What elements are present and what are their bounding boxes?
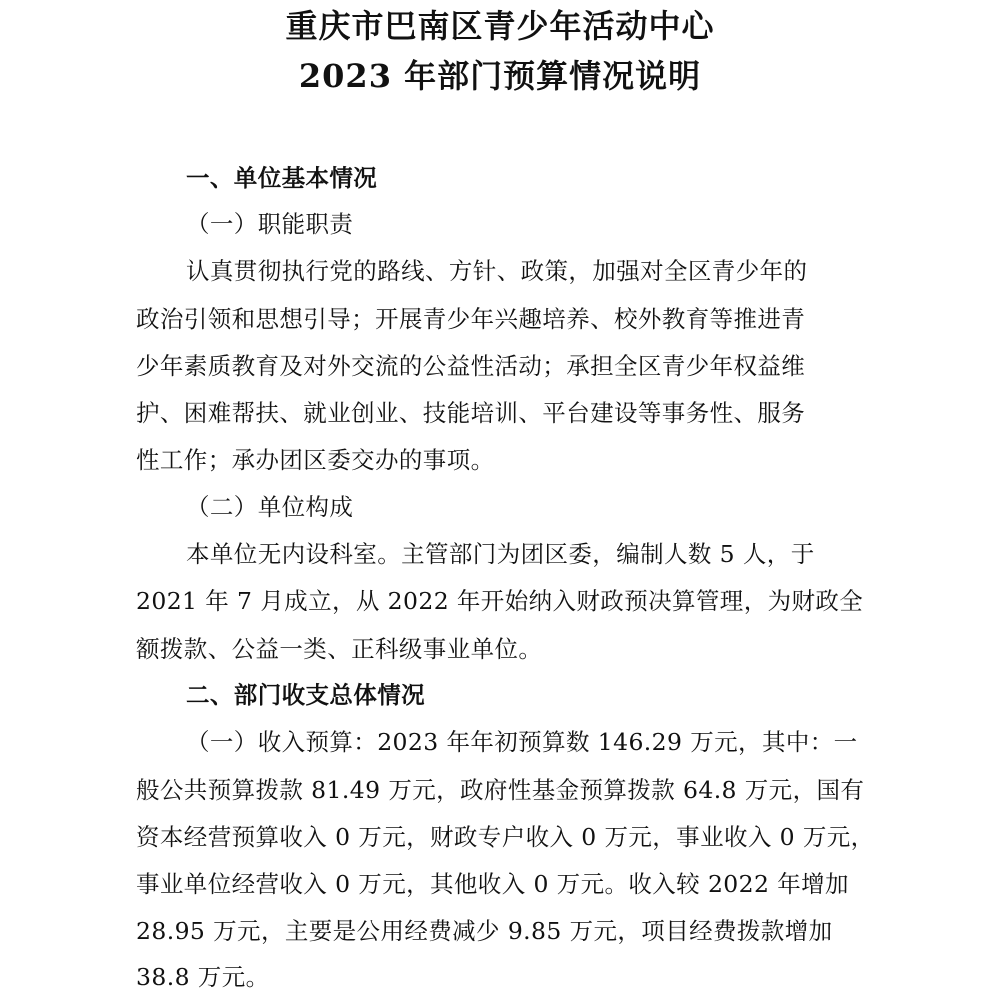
paragraph-line: 28.95 万元，主要是公用经费减少 9.85 万元，项目经费拨款增加 [136, 917, 833, 945]
section-heading-budget-overview: 二、部门收支总体情况 [186, 681, 425, 709]
paragraph-line: 认真贯彻执行党的路线、方针、政策，加强对全区青少年的 [186, 257, 808, 285]
subsection-heading-functions: （一）职能职责 [186, 210, 354, 238]
section-heading-basic-info: 一、单位基本情况 [186, 164, 378, 192]
paragraph-line: 38.8 万元。 [136, 963, 270, 991]
document-title-line1: 重庆市巴南区青少年活动中心 [285, 7, 715, 45]
paragraph-line: 护、困难帮扶、就业创业、技能培训、平台建设等事务性、服务 [136, 399, 806, 427]
subsection-heading-composition: （二）单位构成 [186, 493, 354, 521]
paragraph-line: 般公共预算拨款 81.49 万元，政府性基金预算拨款 64.8 万元，国有 [136, 776, 865, 804]
paragraph-line: 性工作；承办团区委交办的事项。 [136, 446, 495, 474]
paragraph-line: 政治引领和思想引导；开展青少年兴趣培养、校外教育等推进青 [136, 305, 806, 333]
paragraph-line: 本单位无内设科室。主管部门为团区委，编制人数 5 人，于 [186, 540, 815, 568]
paragraph-line: （一）收入预算：2023 年年初预算数 146.29 万元，其中：一 [186, 728, 858, 756]
document-title-line2: 2023 年部门预算情况说明 [298, 57, 702, 95]
paragraph-line: 少年素质教育及对外交流的公益性活动；承担全区青少年权益维 [136, 352, 806, 380]
paragraph-line: 资本经营预算收入 0 万元，财政专户收入 0 万元，事业收入 0 万元， [136, 823, 875, 851]
paragraph-line: 2021 年 7 月成立，从 2022 年开始纳入财政预决算管理，为财政全 [136, 587, 864, 615]
paragraph-line: 额拨款、公益一类、正科级事业单位。 [136, 635, 543, 663]
paragraph-line: 事业单位经营收入 0 万元，其他收入 0 万元。收入较 2022 年增加 [136, 870, 849, 898]
